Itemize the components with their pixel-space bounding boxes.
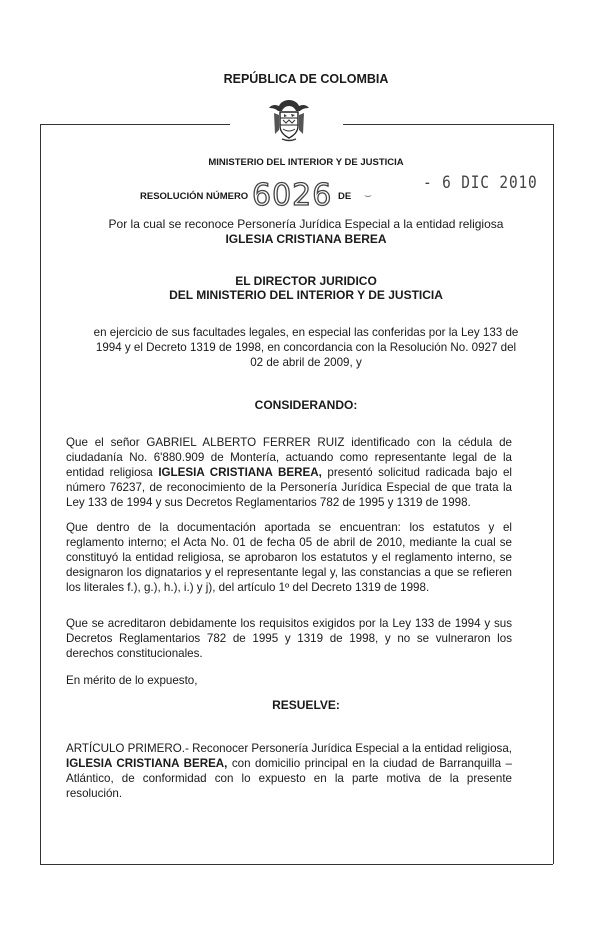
considerando-paragraph-1: Que el señor GABRIEL ALBERTO FERRER RUIZ identificado con la cédula de ciudadanía No. 6'880.909 de Montería, actuando como representante legal de la entidad religiosa IGLESIA CRISTIANA BEREA, presentó solicitud radicada bajo el número 76237, de reconocimiento de la Personería Jurídica Especial de que trata la Ley 133 de 1994 y sus Decretos Reglamentarios 782 de 1995 y 1319 de 1998. [66,436,513,509]
preamble-line-1: en ejercicio de sus facultades legales, en especial las conferidas por la Ley 133 de [93,326,519,339]
country-heading: REPÚBLICA DE COLOMBIA [223,72,389,86]
preamble-line-2: 1994 y el Decreto 1319 de 1998, en concordancia con la Resolución No. 0927 del [95,341,517,354]
resolution-de-label: DE [338,191,352,202]
preamble-line-3: 02 de abril de 2009, y [250,356,362,369]
articulo-primero: ARTÍCULO PRIMERO.- Reconocer Personería Jurídica Especial a la entidad religiosa, IGLESIA CRISTIANA BEREA, con domicilio principal en la ciudad de Barranquilla – Atlántico, de conformidad con lo expuesto en la parte motiva de la presente resolución. [66,742,512,800]
considerando-paragraph-3: Que se acreditaron debidamente los requisitos exigidos por la Ley 133 de 1994 y sus Decretos Reglamentarios 782 de 1995 y 1319 de 1998, y no se vulneraron los derechos constitucionales. [66,617,512,660]
handwritten-mark: ⌣ [364,188,372,202]
coat-of-arms-icon [266,96,312,142]
subject-line: Por la cual se reconoce Personería Jurídica Especial a la entidad religiosa [108,217,504,231]
considerando-heading: CONSIDERANDO: [254,398,358,412]
ministry-heading: MINISTERIO DEL INTERIOR Y DE JUSTICIA [208,157,404,168]
authority-ministry: DEL MINISTERIO DEL INTERIOR Y DE JUSTICIA [169,288,443,302]
date-stamp: - 6 DIC 2010 [423,173,538,193]
entity-name: IGLESIA CRISTIANA BEREA [225,232,387,246]
frame-top-right-border [343,124,553,125]
resuelve-heading: RESUELVE: [272,698,340,712]
frame-bottom-border [40,864,553,865]
resolution-number: 6026 [252,178,333,213]
considerando-paragraph-4: En mérito de lo expuesto, [66,674,198,687]
frame-top-left-border [40,124,230,125]
resolution-number-label: RESOLUCIÓN NÚMERO [140,191,249,202]
authority-title: EL DIRECTOR JURIDICO [235,274,377,288]
considerando-paragraph-2: Que dentro de la documentación aportada se encuentran: los estatutos y el reglamento interno; el Acta No. 01 de fecha 05 de abril de 2010, mediante la cual se constituyó la entidad religiosa, se aprobaron los estatutos y el reglamento interno, se designaron los dignatarios y el representante legal y, las constancias a que se refieren los literales f.), g.), h.), i.) y j), del artículo 1º del Decreto 1319 de 1998. [66,521,512,594]
